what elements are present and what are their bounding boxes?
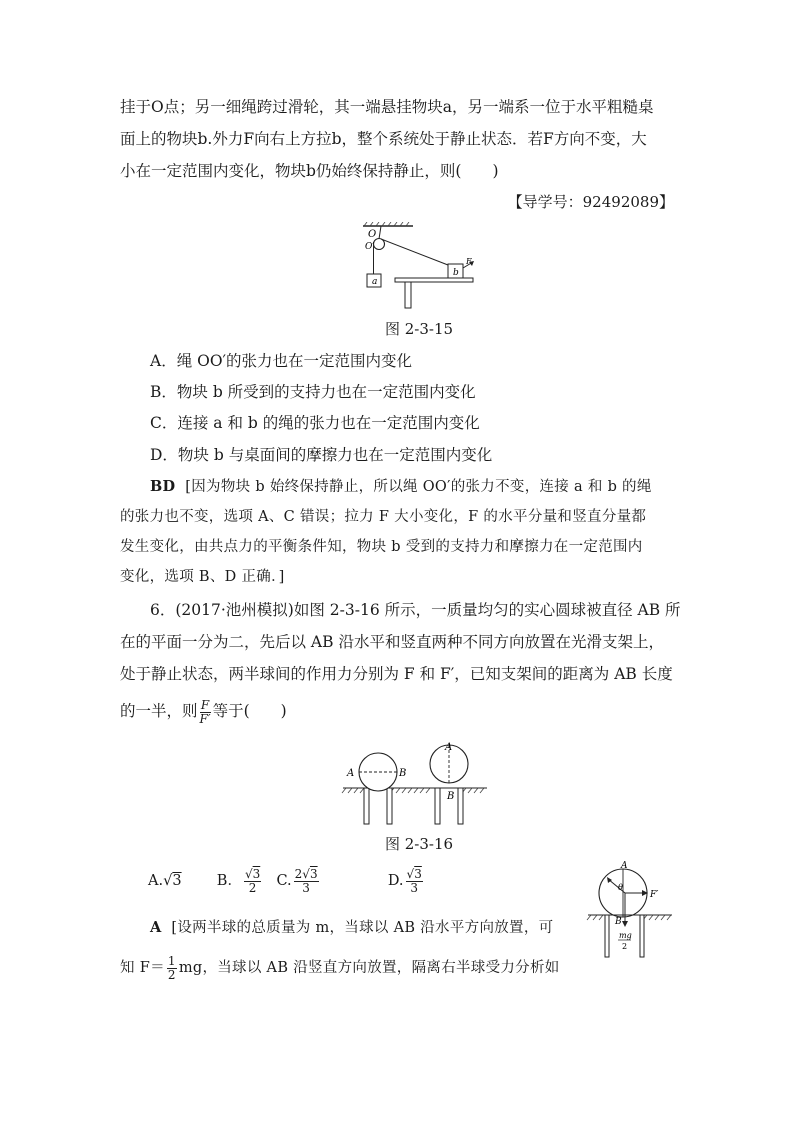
q5-stem-line-3: 小在一定范围内变化，物块b仍始终保持静止，则( ) <box>120 162 499 180</box>
force-diagram-side <box>585 860 675 960</box>
q6-option-c: C. $\frac{2√3}{3}$ <box>276 866 318 895</box>
q5-solution-line-4: 变化，选项 B、D 正确．] <box>120 569 285 585</box>
q6-option-a: A.√3 <box>148 873 182 889</box>
q6-stem-line-2: 在的平面一分为二，先后以 AB 沿水平和竖直两种不同方向放置在光滑支架上， <box>120 633 664 651</box>
q5-solution-text-1: [因为物块 b 始终保持静止，所以绳 OO′的张力不变，连接 a 和 b 的绳 <box>185 479 652 495</box>
q5-answer: BD <box>150 478 176 495</box>
side-label-two: 2 <box>622 942 628 951</box>
q5-option-b: B．物块 b 所受到的支持力也在一定范围内变化 <box>150 383 476 401</box>
figure-2-3-16 <box>340 742 490 827</box>
fig16-label-B-left: B <box>399 768 407 779</box>
q6-stem-line-3: 处于静止状态，两半球间的作用力分别为 F 和 F′，已知支架间的距离为 AB 长度 <box>120 665 673 683</box>
side-label-B: B <box>615 917 622 927</box>
q6-solution-text-1: [设两半球的总质量为 m，当球以 AB 沿水平方向放置，可 <box>171 920 554 936</box>
side-label-mg: mg <box>619 931 632 940</box>
q6-answer: A <box>150 919 162 936</box>
q6-solution-line-1 <box>150 918 553 938</box>
q6-options-row <box>148 864 425 898</box>
label-O: O <box>368 229 377 240</box>
fig16-label-A-right: A <box>445 742 453 753</box>
figure-2-3-15 <box>355 222 480 312</box>
side-label-theta: θ <box>618 883 623 892</box>
q5-option-a: A．绳 OO′的张力也在一定范围内变化 <box>150 352 413 370</box>
q5-stem-line-1: 挂于O点；另一细绳跨过滑轮，其一端悬挂物块a，另一端系一位于水平粗糙桌 <box>120 98 654 116</box>
label-b: b <box>453 268 459 278</box>
label-a: a <box>372 277 378 287</box>
figure-caption-2-3-15: 图 2-3-15 <box>385 320 454 338</box>
side-label-F-prime: F′ <box>650 890 659 900</box>
q5-solution-line-1 <box>150 477 652 497</box>
fraction-F-over-F-prime: $\frac{F}{F'}$ <box>199 697 211 726</box>
q5-option-c: C．连接 a 和 b 的绳的张力也在一定范围内变化 <box>150 414 480 432</box>
q6-line4-prefix: 的一半，则 <box>120 702 198 720</box>
side-label-A: A <box>621 861 628 871</box>
q6-stem-line-4 <box>120 694 287 728</box>
q6-line4-suffix: 等于( ) <box>212 702 287 720</box>
label-F: F <box>466 257 472 266</box>
guide-number: 【导学号：92492089】 <box>507 193 674 211</box>
q5-option-d: D．物块 b 与桌面间的摩擦力也在一定范围内变化 <box>150 446 493 464</box>
q6-stem-line-1: 6．(2017·池州模拟)如图 2-3-16 所示，一质量均匀的实心圆球被直径 AB 所 <box>150 601 681 619</box>
q6-option-b: B． $\frac{√3}{2}$ <box>216 866 261 895</box>
q6-solution-line-2: 知 F＝ $\frac{1}{2}$ mg，当球以 AB 沿竖直方向放置，隔离右半球受力分析如 <box>120 953 560 982</box>
q5-solution-line-2: 的张力也不变，选项 A、C 错误；拉力 F 大小变化，F 的水平分量和竖直分量都 <box>120 509 647 525</box>
fig16-label-A-left: A <box>347 768 355 779</box>
figure-caption-2-3-16: 图 2-3-16 <box>385 835 454 853</box>
label-O-prime: O′ <box>365 242 375 252</box>
q5-stem-line-2: 面上的物块b.外力F向右上方拉b，整个系统处于静止状态．若F方向不变，大 <box>120 130 647 148</box>
q5-solution-line-3: 发生变化，由共点力的平衡条件知，物块 b 受到的支持力和摩擦力在一定范围内 <box>120 539 643 555</box>
q6-option-d: D. $\frac{√3}{3}$ <box>387 866 422 895</box>
fig16-label-B-right: B <box>447 791 455 802</box>
